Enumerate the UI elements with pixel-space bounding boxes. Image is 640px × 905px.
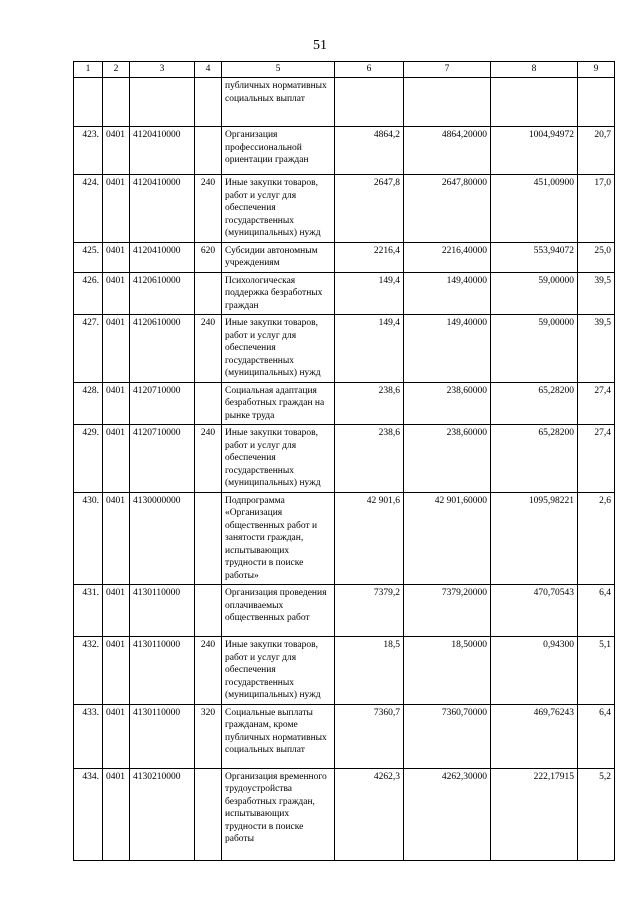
cell-target-code: 4120710000 (130, 425, 195, 493)
cell-target-code: 4130110000 (130, 637, 195, 705)
table-row (74, 242, 615, 272)
cell-section: 0401 (103, 637, 130, 705)
cell-section: 0401 (103, 585, 130, 637)
cell-expense-type (195, 768, 222, 860)
cell-section: 0401 (103, 127, 130, 175)
cell-empty (491, 78, 578, 127)
cell-col7-value: 18,50000 (404, 637, 491, 705)
cell-col8-value: 1095,98221 (491, 492, 578, 585)
cell-name: Субсидии автономным учреждениям (222, 242, 335, 272)
continuation-row (74, 78, 615, 127)
cell-name: публичных нормативных социальных выплат (222, 78, 335, 127)
table-body (74, 78, 615, 861)
cell-name: Подпрограмма «Организация общественных работ и занятости граждан, испытывающих трудности в поиске работы» (222, 492, 335, 585)
cell-expense-type: 240 (195, 315, 222, 383)
cell-row-number: 434. (74, 768, 103, 860)
cell-col8-value: 451,00900 (491, 175, 578, 243)
cell-col6-value: 238,6 (335, 382, 404, 425)
cell-target-code: 4130110000 (130, 704, 195, 768)
column-header-6: 6 (335, 62, 404, 78)
column-header-1: 1 (74, 62, 103, 78)
cell-target-code: 4120610000 (130, 315, 195, 383)
cell-col6-value: 7360,7 (335, 704, 404, 768)
cell-name: Иные закупки товаров, работ и услуг для обеспечения государственных (муниципальных) нужд (222, 637, 335, 705)
cell-expense-type: 620 (195, 242, 222, 272)
page-number: 51 (313, 38, 327, 53)
cell-col6-value: 2647,8 (335, 175, 404, 243)
cell-col8-value: 470,70543 (491, 585, 578, 637)
column-header-2: 2 (103, 62, 130, 78)
table-row (74, 425, 615, 493)
cell-target-code: 4120710000 (130, 382, 195, 425)
cell-target-code: 4120410000 (130, 242, 195, 272)
table-header (74, 62, 615, 78)
cell-col7-value: 2647,80000 (404, 175, 491, 243)
cell-row-number: 430. (74, 492, 103, 585)
cell-col7-value: 2216,40000 (404, 242, 491, 272)
cell-col6-value: 4864,2 (335, 127, 404, 175)
cell-name: Социальная адаптация безработных граждан на рынке труда (222, 382, 335, 425)
cell-row-number: 431. (74, 585, 103, 637)
cell-expense-type: 240 (195, 637, 222, 705)
cell-empty (335, 78, 404, 127)
cell-empty (578, 78, 615, 127)
cell-target-code: 4130000000 (130, 492, 195, 585)
cell-target-code: 4130110000 (130, 585, 195, 637)
column-header-7: 7 (404, 62, 491, 78)
cell-section: 0401 (103, 272, 130, 315)
cell-col6-value: 149,4 (335, 272, 404, 315)
table-row (74, 585, 615, 637)
cell-row-number: 432. (74, 637, 103, 705)
cell-section: 0401 (103, 425, 130, 493)
cell-empty (103, 78, 130, 127)
cell-row-number: 423. (74, 127, 103, 175)
cell-col9-value: 27,4 (578, 382, 615, 425)
cell-col7-value: 4262,30000 (404, 768, 491, 860)
cell-col8-value: 59,00000 (491, 272, 578, 315)
cell-col9-value: 5,1 (578, 637, 615, 705)
cell-expense-type (195, 585, 222, 637)
cell-target-code: 4120410000 (130, 127, 195, 175)
cell-col9-value: 20,7 (578, 127, 615, 175)
cell-col6-value: 4262,3 (335, 768, 404, 860)
column-header-9: 9 (578, 62, 615, 78)
cell-name: Организация профессиональной ориентации граждан (222, 127, 335, 175)
cell-col8-value: 222,17915 (491, 768, 578, 860)
cell-col7-value: 238,60000 (404, 382, 491, 425)
cell-col8-value: 0,94300 (491, 637, 578, 705)
cell-col9-value: 17,0 (578, 175, 615, 243)
cell-col6-value: 18,5 (335, 637, 404, 705)
cell-name: Организация проведения оплачиваемых общественных работ (222, 585, 335, 637)
cell-empty (195, 78, 222, 127)
table-row (74, 637, 615, 705)
cell-section: 0401 (103, 175, 130, 243)
table-row (74, 127, 615, 175)
cell-col9-value: 6,4 (578, 704, 615, 768)
budget-table (73, 61, 615, 861)
cell-name: Психологическая поддержка безработных граждан (222, 272, 335, 315)
cell-col9-value: 6,4 (578, 585, 615, 637)
header-row (74, 62, 615, 78)
cell-row-number: 428. (74, 382, 103, 425)
cell-target-code: 4130210000 (130, 768, 195, 860)
cell-expense-type (195, 272, 222, 315)
cell-expense-type (195, 492, 222, 585)
cell-col9-value: 2,6 (578, 492, 615, 585)
cell-section: 0401 (103, 315, 130, 383)
cell-row-number: 425. (74, 242, 103, 272)
cell-col7-value: 7379,20000 (404, 585, 491, 637)
cell-col9-value: 5,2 (578, 768, 615, 860)
cell-col9-value: 25,0 (578, 242, 615, 272)
table-row (74, 175, 615, 243)
cell-empty (130, 78, 195, 127)
cell-col8-value: 59,00000 (491, 315, 578, 383)
table-row (74, 492, 615, 585)
cell-col9-value: 39,5 (578, 315, 615, 383)
table-row (74, 382, 615, 425)
cell-expense-type (195, 382, 222, 425)
cell-col6-value: 7379,2 (335, 585, 404, 637)
column-header-8: 8 (491, 62, 578, 78)
cell-target-code: 4120610000 (130, 272, 195, 315)
cell-section: 0401 (103, 382, 130, 425)
column-header-5: 5 (222, 62, 335, 78)
cell-name: Иные закупки товаров, работ и услуг для обеспечения государственных (муниципальных) нужд (222, 425, 335, 493)
cell-col8-value: 469,76243 (491, 704, 578, 768)
cell-row-number: 427. (74, 315, 103, 383)
cell-col7-value: 7360,70000 (404, 704, 491, 768)
cell-section: 0401 (103, 242, 130, 272)
cell-col8-value: 65,28200 (491, 425, 578, 493)
column-header-4: 4 (195, 62, 222, 78)
cell-col6-value: 149,4 (335, 315, 404, 383)
cell-col8-value: 553,94072 (491, 242, 578, 272)
cell-name: Иные закупки товаров, работ и услуг для обеспечения государственных (муниципальных) нужд (222, 175, 335, 243)
cell-expense-type: 240 (195, 425, 222, 493)
cell-name: Организация временного трудоустройства безработных граждан, испытывающих трудности в поиске работы (222, 768, 335, 860)
cell-row-number: 433. (74, 704, 103, 768)
cell-col7-value: 42 901,60000 (404, 492, 491, 585)
cell-empty (74, 78, 103, 127)
cell-empty (404, 78, 491, 127)
cell-row-number: 426. (74, 272, 103, 315)
cell-col9-value: 39,5 (578, 272, 615, 315)
cell-col7-value: 149,40000 (404, 272, 491, 315)
cell-col7-value: 149,40000 (404, 315, 491, 383)
cell-col7-value: 238,60000 (404, 425, 491, 493)
cell-section: 0401 (103, 768, 130, 860)
cell-expense-type (195, 127, 222, 175)
cell-row-number: 429. (74, 425, 103, 493)
table-row (74, 272, 615, 315)
cell-target-code: 4120410000 (130, 175, 195, 243)
cell-col8-value: 65,28200 (491, 382, 578, 425)
table-row (74, 768, 615, 860)
cell-col7-value: 4864,20000 (404, 127, 491, 175)
cell-expense-type: 240 (195, 175, 222, 243)
cell-col6-value: 2216,4 (335, 242, 404, 272)
cell-expense-type: 320 (195, 704, 222, 768)
cell-section: 0401 (103, 704, 130, 768)
cell-col9-value: 27,4 (578, 425, 615, 493)
cell-col6-value: 42 901,6 (335, 492, 404, 585)
cell-col6-value: 238,6 (335, 425, 404, 493)
cell-col8-value: 1004,94972 (491, 127, 578, 175)
cell-row-number: 424. (74, 175, 103, 243)
cell-name: Социальные выплаты гражданам, кроме публичных нормативных социальных выплат (222, 704, 335, 768)
table-row (74, 704, 615, 768)
cell-name: Иные закупки товаров, работ и услуг для обеспечения государственных (муниципальных) нужд (222, 315, 335, 383)
column-header-3: 3 (130, 62, 195, 78)
cell-section: 0401 (103, 492, 130, 585)
table-row (74, 315, 615, 383)
